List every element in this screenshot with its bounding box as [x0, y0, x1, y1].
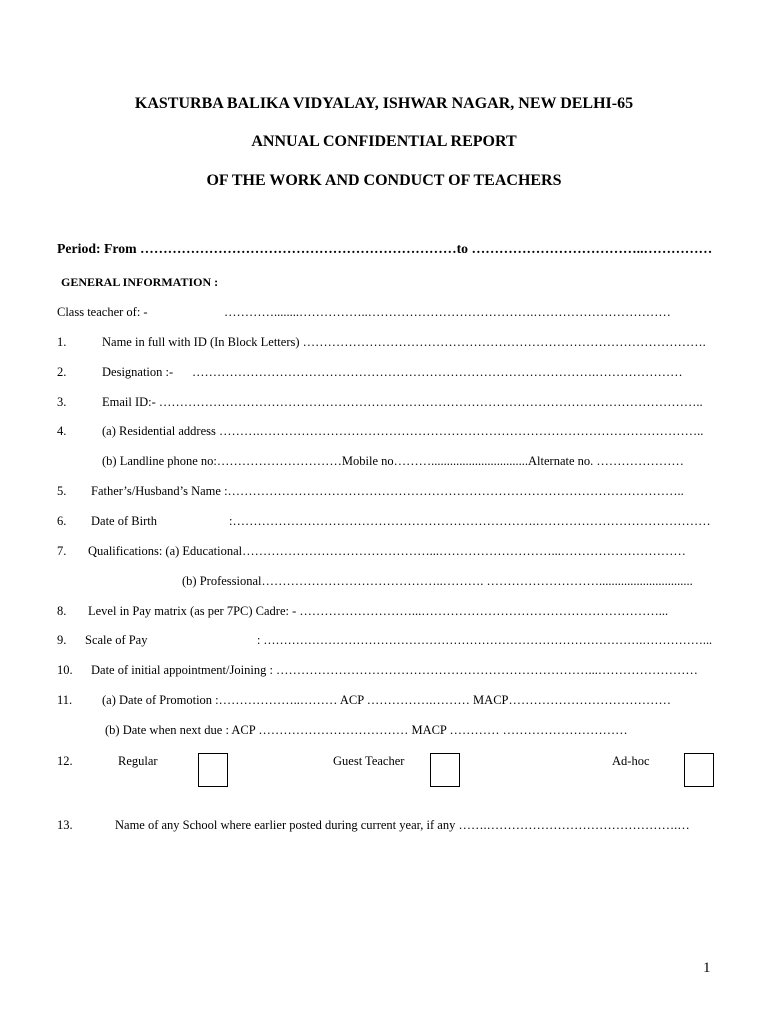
- page-number: 1: [703, 960, 711, 976]
- email-field: Email ID:- …………………………………………………………………………………………………………………..: [102, 395, 703, 409]
- earlier-school-field: Name of any School where earlier posted during current year, if any …….……………………………………….…: [115, 818, 690, 832]
- general-information-heading: GENERAL INFORMATION :: [61, 275, 219, 289]
- designation-label: Designation :-: [102, 365, 174, 379]
- adhoc-label: Ad-hoc: [612, 754, 650, 768]
- item-number-13: 13.: [57, 818, 73, 832]
- item-number-4: 4.: [57, 424, 67, 438]
- next-due-date-field: (b) Date when next due : ACP ……………………………… MACP ………… …………………………: [105, 723, 628, 737]
- scale-of-pay-field: : ………………………………………………………………………………….……………...: [257, 633, 713, 647]
- name-in-full-field: Name in full with ID (In Block Letters) …………………………………………………………………………………….: [102, 335, 706, 349]
- item-number-7: 7.: [57, 544, 67, 558]
- report-subtitle-heading: OF THE WORK AND CONDUCT OF TEACHERS: [206, 172, 562, 189]
- item-number-12: 12.: [57, 754, 73, 768]
- scale-of-pay-label: Scale of Pay: [85, 633, 148, 647]
- item-number-8: 8.: [57, 604, 67, 618]
- designation-field: …………………………………………………………………………………….…………………: [192, 365, 683, 379]
- date-of-promotion-field: (a) Date of Promotion :………………..……… ACP …………….……… MACP…………………………………: [102, 693, 671, 707]
- adhoc-checkbox[interactable]: [684, 753, 714, 787]
- guest-teacher-checkbox[interactable]: [430, 753, 460, 787]
- residential-address-field: (a) Residential address ……….……………………………………………………………………………………………..: [102, 424, 704, 438]
- class-teacher-label: Class teacher of: -: [57, 305, 148, 319]
- item-number-11: 11.: [57, 693, 73, 707]
- regular-checkbox[interactable]: [198, 753, 228, 787]
- item-number-2: 2.: [57, 365, 67, 379]
- date-of-birth-field: :……………………………………………………………….……………………………………: [229, 514, 711, 528]
- period-field: Period: From ……………………………………………………………to ………………………………..……………: [57, 242, 713, 257]
- school-name-heading: KASTURBA BALIKA VIDYALAY, ISHWAR NAGAR, NEW DELHI-65: [134, 95, 634, 112]
- phone-numbers-field: (b) Landline phone no:…………………………Mobile no………...............................Alternate no. …………………: [102, 454, 684, 468]
- item-number-10: 10.: [57, 663, 73, 677]
- item-number-3: 3.: [57, 395, 67, 409]
- pay-matrix-level-field: Level in Pay matrix (as per 7PC) Cadre: - ………………………...…………………………………………………...: [88, 604, 669, 618]
- item-number-5: 5.: [57, 484, 67, 498]
- father-husband-name-field: Father’s/Husband’s Name :………………………………………………………………………………………………..: [91, 484, 684, 498]
- regular-label: Regular: [118, 754, 158, 768]
- class-teacher-field: …………........……………..………………………………….……………………………: [224, 305, 671, 319]
- item-number-6: 6.: [57, 514, 67, 528]
- item-number-9: 9.: [57, 633, 67, 647]
- date-of-birth-label: Date of Birth: [91, 514, 157, 528]
- professional-qualification-field: (b) Professional……………………………………..………. ………………………..............................: [182, 574, 693, 588]
- guest-teacher-label: Guest Teacher: [333, 754, 405, 768]
- report-title-heading: ANNUAL CONFIDENTIAL REPORT: [251, 133, 517, 150]
- initial-appointment-date-field: Date of initial appointment/Joining : …………………………………………………………………...……………………: [91, 663, 698, 677]
- item-number-1: 1.: [57, 335, 67, 349]
- educational-qualification-field: Qualifications: (a) Educational………………………………………...………………………...…………………………: [88, 544, 686, 558]
